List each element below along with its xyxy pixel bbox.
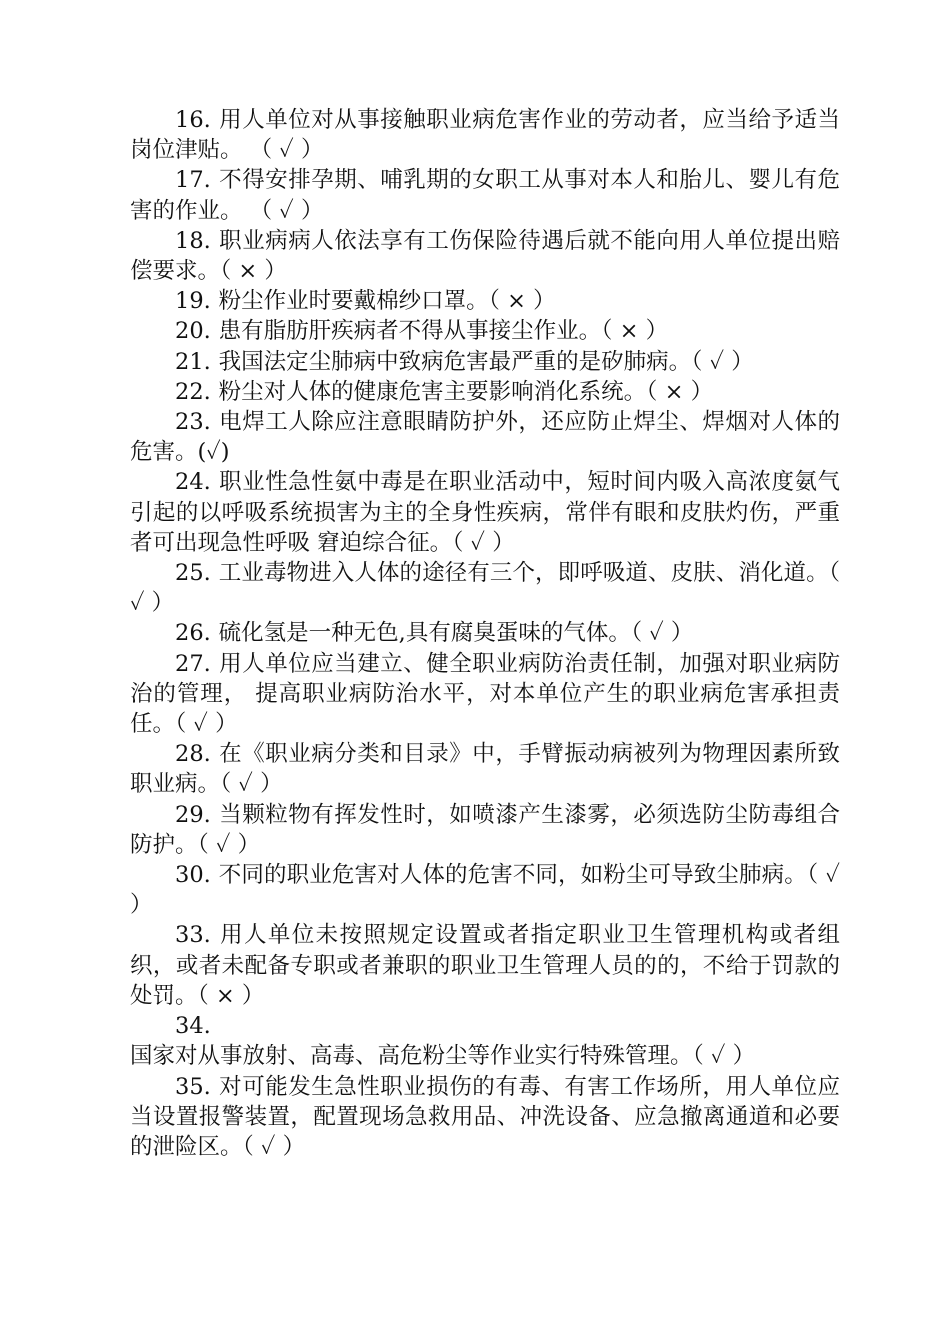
question-text: 国家对从事放射、高毒、高危粉尘等作业实行特殊管理。（ ✓ ） (130, 1043, 756, 1070)
question-number: 16. (175, 107, 211, 133)
question-text: 硫化氢是一种无色,具有腐臭蛋味的气体。（ ✓ ） (218, 620, 694, 647)
question-30 (130, 860, 840, 920)
question-text: 用人单位未按照规定设置或者指定职业卫生管理机构或者组织，或者未配备专职或者兼职的职业卫生管理人员的的，不给于罚款的处罚。（ × ） (130, 922, 840, 1009)
question-number: 29. (175, 801, 211, 828)
question-number: 27. (175, 650, 211, 677)
question-29 (130, 800, 840, 860)
question-25 (130, 558, 840, 618)
question-text: 当颗粒物有挥发性时，如喷漆产生漆雾，必须选防尘防毒组合防护。（ ✓ ） (130, 801, 840, 858)
question-28 (130, 739, 840, 799)
question-number: 18. (175, 227, 211, 254)
question-text: 我国法定尘肺病中致病危害最严重的是矽肺病。（ ✓ ） (218, 348, 754, 375)
question-text: 在《职业病分类和目录》中，手臂振动病被列为物理因素所致职业病。（ ✓ ） (130, 741, 840, 798)
question-number: 28. (175, 741, 211, 768)
question-text: 患有脂肪肝疾病者不得从事接尘作业。（ × ） (218, 318, 669, 345)
question-20 (130, 316, 840, 346)
question-number: 34. (175, 1013, 211, 1040)
question-number: 22. (175, 378, 211, 405)
question-21 (130, 347, 840, 377)
question-number: 35. (175, 1073, 211, 1100)
question-text: 电焊工人除应注意眼睛防护外，还应防止焊尘、焊烟对人体的危害。(✓) (130, 409, 840, 466)
question-text: 粉尘对人体的健康危害主要影响消化系统。（ × ） (218, 378, 714, 405)
question-26 (130, 618, 840, 648)
question-23 (130, 407, 840, 467)
question-17 (130, 165, 840, 225)
question-33 (130, 920, 840, 1011)
question-number: 30. (175, 862, 211, 889)
question-text: 不同的职业危害对人体的危害不同，如粉尘可导致尘肺病。（ ✓ ） (130, 862, 840, 919)
question-22 (130, 377, 840, 407)
question-35 (130, 1072, 840, 1163)
question-number: 25. (175, 560, 211, 587)
question-24 (130, 467, 840, 558)
question-text: 不得安排孕期、哺乳期的女职工从事对本人和胎儿、婴儿有危害的作业。 （ ✓ ） (130, 167, 840, 224)
question-number: 33. (175, 922, 211, 949)
question-27 (130, 649, 840, 740)
question-number: 26. (175, 620, 211, 647)
question-number: 17. (175, 167, 211, 194)
question-text: 粉尘作业时要戴棉纱口罩。（ × ） (218, 288, 556, 315)
question-text: 职业性急性氨中毒是在职业活动中，短时间内吸入高浓度氨气引起的以呼吸系统损害为主的全身性疾病，常伴有眼和皮肤灼伤，严重者可出现急性呼吸 窘迫综合征。（ ✓ ） (130, 469, 840, 556)
question-19 (130, 286, 840, 316)
question-number: 21. (175, 348, 211, 375)
question-text: 用人单位对从事接触职业病危害作业的劳动者，应当给予适当岗位津贴。 （ ✓ ） (130, 107, 840, 164)
question-18 (130, 226, 840, 286)
question-34 (130, 1011, 840, 1071)
question-number: 19. (175, 288, 211, 315)
question-text: 对可能发生急性职业损伤的有毒、有害工作场所，用人单位应当设置报警装置，配置现场急救用品、冲洗设备、应急撤离通道和必要的泄险区。（ ✓ ） (130, 1073, 840, 1160)
question-text: 用人单位应当建立、健全职业病防治责任制，加强对职业病防治的管理， 提高职业病防治水平，对本单位产生的职业病危害承担责任。（ ✓ ） (130, 650, 840, 738)
question-number: 23. (175, 409, 211, 436)
question-number: 24. (175, 469, 211, 496)
question-text: 工业毒物进入人体的途径有三个，即呼吸道、皮肤、消化道。（ ✓ ） (130, 560, 840, 617)
document-page (130, 105, 840, 1162)
question-text: 职业病病人依法享有工伤保险待遇后就不能向用人单位提出赔偿要求。（ × ） (130, 227, 840, 285)
question-16 (130, 105, 840, 165)
question-number: 20. (175, 318, 211, 345)
